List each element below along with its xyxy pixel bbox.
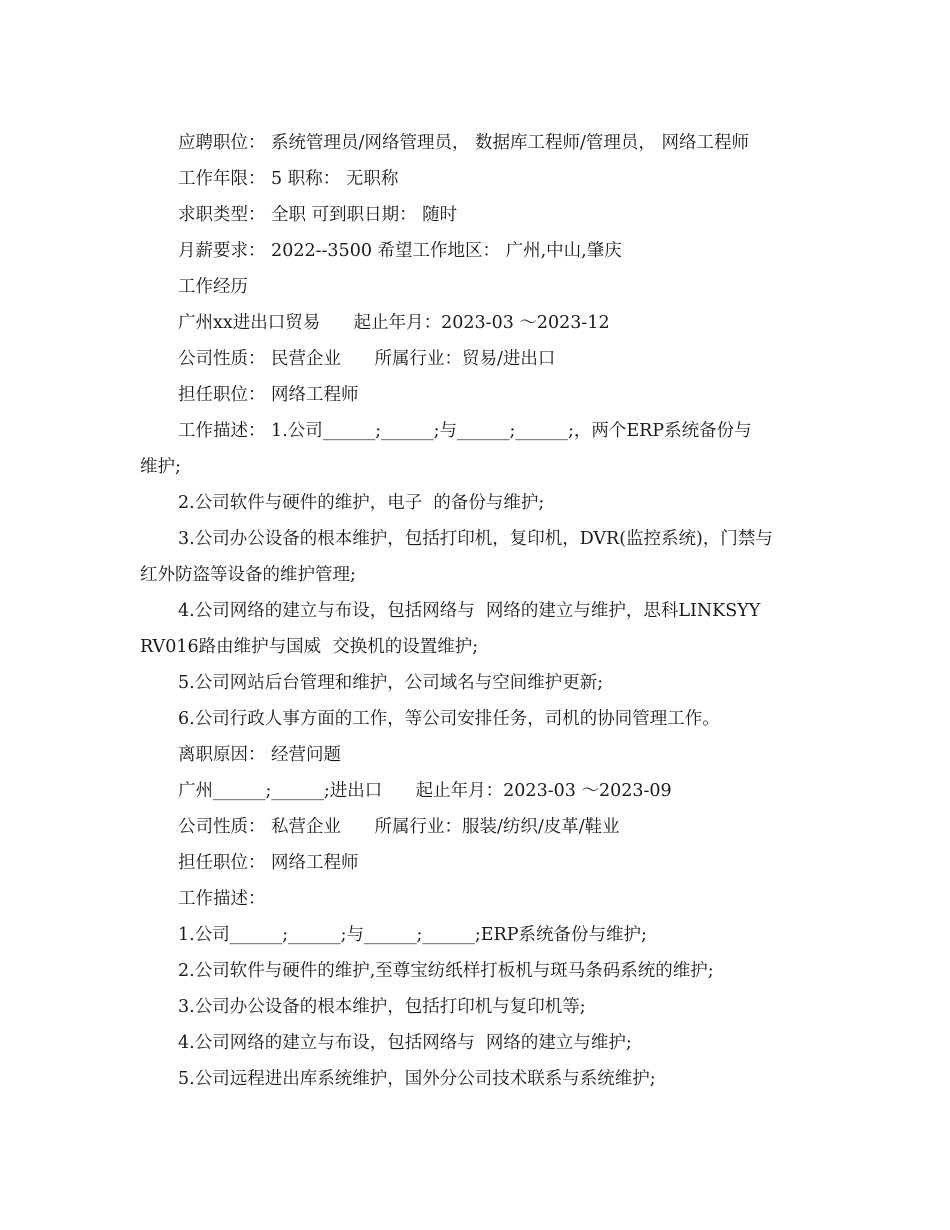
text-line: 3.公司办公设备的根本维护，包括打印机与复印机等; <box>178 997 586 1017</box>
text-line: 离职原因： 经营问题 <box>178 745 342 765</box>
text-line: 2.公司软件与硬件的维护,至尊宝纺纸样打板机与斑马条码系统的维护; <box>178 961 714 981</box>
text-line: 广州______;______;进出口 起止年月：2023-03 ～2023-09 <box>178 781 672 801</box>
text-line: 3.公司办公设备的根本维护，包括打印机，复印机，DVR(监控系统)，门禁与 <box>178 529 773 549</box>
text-line: 广州xx进出口贸易 起止年月：2023-03 ～2023-12 <box>178 313 610 333</box>
text-line: 月薪要求： 2022--3500 希望工作地区： 广州,中山,肇庆 <box>178 241 622 261</box>
text-line: 公司性质： 私营企业 所属行业：服装/纺织/皮革/鞋业 <box>178 817 620 837</box>
text-line: 工作描述： <box>178 889 266 909</box>
text-line: 工作经历 <box>178 277 248 297</box>
text-line: 工作年限： 5 职称： 无职称 <box>178 169 399 189</box>
text-line: 公司性质： 民营企业 所属行业：贸易/进出口 <box>178 349 556 369</box>
text-line: 4.公司网络的建立与布设，包括网络与 网络的建立与维护; <box>178 1033 632 1053</box>
text-line: 应聘职位： 系统管理员/网络管理员， 数据库工程师/管理员， 网络工程师 <box>178 133 749 153</box>
text-line: 担任职位： 网络工程师 <box>178 853 359 873</box>
text-line: 2.公司软件与硬件的维护，电子 的备份与维护; <box>178 493 545 513</box>
text-line: 6.公司行政人事方面的工作，等公司安排任务，司机的协同管理工作。 <box>178 709 720 729</box>
text-line: RV016路由维护与国威 交换机的设置维护; <box>140 637 479 657</box>
text-line: 5.公司远程进出库系统维护，国外分公司技术联系与系统维护; <box>178 1069 656 1089</box>
text-line: 担任职位： 网络工程师 <box>178 385 359 405</box>
text-line: 4.公司网络的建立与布设，包括网络与 网络的建立与维护，思科LINKSYY <box>178 601 761 621</box>
text-line: 工作描述： 1.公司______;______;与______;______;，两个ERP系统备份与 <box>178 421 752 441</box>
text-line: 1.公司______;______;与______;______;ERP系统备份与维护; <box>178 925 647 945</box>
text-line: 红外防盗等设备的维护管理; <box>140 565 356 585</box>
text-line: 维护; <box>140 457 181 477</box>
resume-body <box>140 125 820 1097</box>
text-line: 求职类型： 全职 可到职日期： 随时 <box>178 205 458 225</box>
text-line: 5.公司网站后台管理和维护，公司域名与空间维护更新; <box>178 673 604 693</box>
